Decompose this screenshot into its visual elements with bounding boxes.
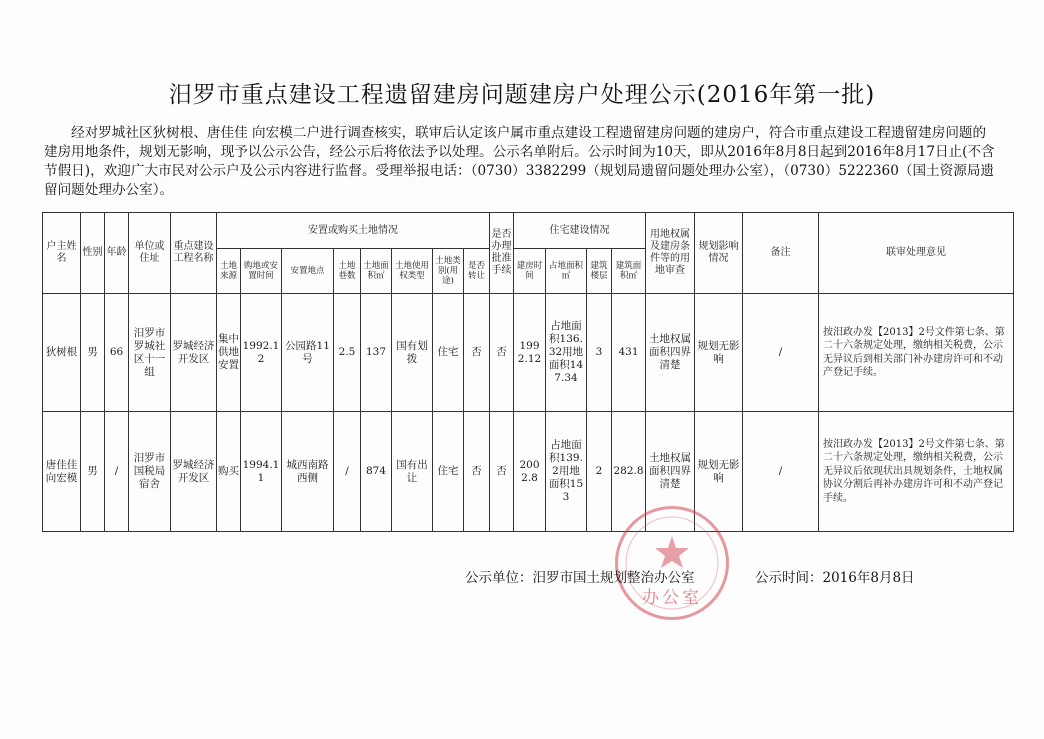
cell-remarks: / (743, 294, 819, 412)
cell-land-area: 874 (361, 412, 392, 532)
header-planning: 规划影响情况 (695, 213, 743, 294)
cell-right-type: 国有划拨 (392, 294, 433, 412)
cell-build-time: 1992.12 (514, 294, 546, 412)
subheader-right-type: 土地使用权类型 (392, 249, 433, 294)
cell-location: 公园路11号 (282, 294, 334, 412)
cell-age: / (105, 412, 129, 532)
header-remarks: 备注 (743, 213, 819, 294)
cell-floor-area: 占地面积139.2用地面积153 (546, 412, 587, 532)
subheader-land-area: 土地面积㎡ (361, 249, 392, 294)
header-house-group: 住宅建设情况 (514, 213, 646, 249)
cell-floors: 2 (587, 412, 612, 532)
footer-unit: 公示单位：汨罗市国土规划整治办公室 (465, 570, 695, 586)
subheader-land-use: 土地类别(用途) (433, 249, 464, 294)
cell-land-count: 2.5 (334, 294, 361, 412)
cell-build-area: 282.8 (612, 412, 646, 532)
footer-time: 公示时间：2016年8月8日 (755, 570, 915, 586)
cell-right-type: 国有出让 (392, 412, 433, 532)
cell-floor-area: 占地面积136.32用地面积147.34 (546, 294, 587, 412)
subheader-buy-time: 购地或安置时间 (241, 249, 282, 294)
cell-unit: 汨罗市罗城社区十一组 (129, 294, 171, 412)
cell-land-use: 住宅 (433, 412, 464, 532)
cell-unit: 汨罗市国税局宿舍 (129, 412, 171, 532)
header-age: 年龄 (105, 213, 129, 294)
cell-transfer: 否 (464, 412, 490, 532)
cell-opinion: 按汨政办发【2013】2号文件第七条、第二十六条规定处理，缴纳相关税费，公示无异议后到相关部门补办建房许可和不动产登记手续。 (819, 294, 1014, 412)
cell-land-source: 购买 (217, 412, 241, 532)
header-approved: 是否办理批准手续 (490, 213, 514, 294)
subheader-transfer: 是否转让 (464, 249, 490, 294)
subheader-location: 安置地点 (282, 249, 334, 294)
cell-floors: 3 (587, 294, 612, 412)
table-row (43, 294, 1014, 412)
cell-transfer: 否 (464, 294, 490, 412)
cell-land-right: 土地权属面积四界清楚 (646, 294, 695, 412)
cell-owner: 唐佳佳向宏模 (43, 412, 81, 532)
cell-planning: 规划无影响 (695, 412, 743, 532)
cell-land-source: 集中供地安置 (217, 294, 241, 412)
header-opinion: 联审处理意见 (819, 213, 1014, 294)
applicants-table (42, 212, 1014, 532)
cell-remarks: / (743, 412, 819, 532)
cell-location: 城西南路西侧 (282, 412, 334, 532)
cell-land-right: 土地权属面积四界清楚 (646, 412, 695, 532)
document-title: 汨罗市重点建设工程遗留建房问题建房户处理公示(2016年第一批) (168, 82, 876, 108)
table-row (43, 412, 1014, 532)
subheader-land-source: 土地来源 (217, 249, 241, 294)
subheader-land-count: 土地巷数 (334, 249, 361, 294)
header-land-group: 安置或购买土地情况 (217, 213, 490, 249)
cell-project: 罗城经济开发区 (171, 294, 217, 412)
cell-land-count: / (334, 412, 361, 532)
header-gender: 性别 (81, 213, 105, 294)
cell-build-area: 431 (612, 294, 646, 412)
official-seal (615, 506, 729, 620)
subheader-build-area: 建筑面积㎡ (612, 249, 646, 294)
header-project: 重点建设工程名称 (171, 213, 217, 294)
cell-land-use: 住宅 (433, 294, 464, 412)
seal-text: 办公室 (642, 588, 702, 608)
cell-approved: 否 (490, 412, 514, 532)
cell-gender: 男 (81, 294, 105, 412)
cell-opinion: 按汨政办发【2013】2号文件第七条、第二十六条规定处理，缴纳相关税费，公示无异议后依现状出具规划条件，土地权属协议分割后再补办建房许可和不动产登记手续。 (819, 412, 1014, 532)
cell-owner: 狄树根 (43, 294, 81, 412)
header-owner: 户主姓名 (43, 213, 81, 294)
cell-build-time: 2002.8 (514, 412, 546, 532)
subheader-build-time: 建房时间 (514, 249, 546, 294)
intro-paragraph: 经对罗城社区狄树根、唐佳佳 向宏模二户进行调查核实，联审后认定该户属市重点建设工程遗留建房问题的建房户，符合市重点建设工程遗留建房问题的建房用地条件，规划无影响，现予以公示公告，经公示后将依法予以处理。公示名单附后。公示时间为10天，即从2016年8月8日起到2016年8月17日止(不含节假日)，欢迎广大市民对公示户及公示内容进行监督。受理举报电话：（0730）3382299（规划局遗留问题处理办公室），（0730）5222360（国土资源局遗留问题处理办公室）。 (44, 125, 995, 198)
header-unit: 单位或住址 (129, 213, 171, 294)
cell-project: 罗城经济开发区 (171, 412, 217, 532)
cell-approved: 否 (490, 294, 514, 412)
cell-gender: 男 (81, 412, 105, 532)
header-land-right: 用地权属及建房条件等的用地审查 (646, 213, 695, 294)
subheader-floors: 建筑楼层 (587, 249, 612, 294)
cell-planning: 规划无影响 (695, 294, 743, 412)
cell-buy-time: 1994.11 (241, 412, 282, 532)
subheader-floor-area: 占地面积㎡ (546, 249, 587, 294)
cell-age: 66 (105, 294, 129, 412)
cell-land-area: 137 (361, 294, 392, 412)
cell-buy-time: 1992.12 (241, 294, 282, 412)
